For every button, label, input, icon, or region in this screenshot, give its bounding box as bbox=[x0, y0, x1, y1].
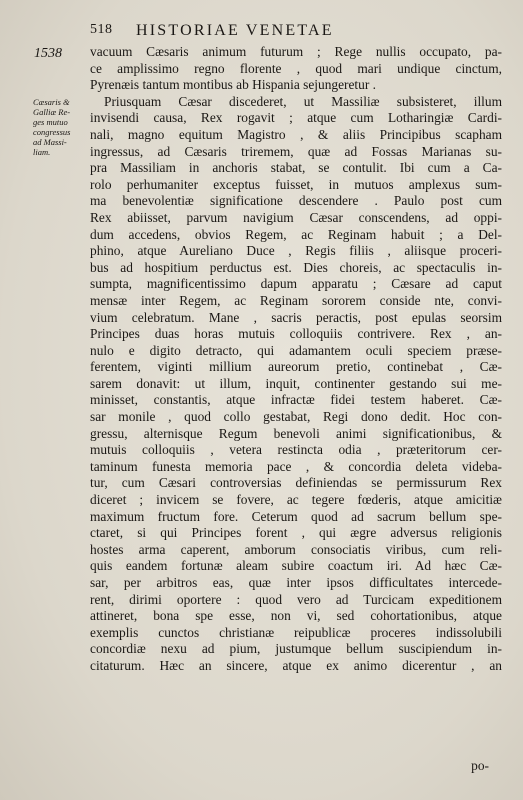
text-line: quis eandem fortunæ aleam subire coactum iri. Ad hæc Cæ- bbox=[90, 558, 502, 574]
text-line: hostes arma caperent, amborum consociatis viribus, cum reli- bbox=[90, 541, 502, 557]
running-title: HISTORIAE VENETAE bbox=[136, 22, 334, 39]
text-line: gressu, alternisque Regum benevoli animi significationibus, & bbox=[90, 425, 502, 441]
page-number: 518 bbox=[90, 22, 113, 37]
text-line: ma benevolentiæ significatione descendere . Paulo post cum bbox=[90, 193, 502, 209]
marginal-note-line: congressus bbox=[33, 127, 71, 137]
text-line: mutuis colloquiis , vetera restincta odia , præteritorum cer- bbox=[90, 442, 502, 458]
text-line: sumpta, magnificentissimo dapum apparatu ; Cæsare ad caput bbox=[90, 276, 502, 292]
marginal-note-line: Galliæ Re- bbox=[33, 107, 71, 117]
text-line: Principes duas horas mutuis colloquiis contrivere. Rex , an- bbox=[90, 326, 502, 342]
text-line: exemplis cunctos christianæ reipublicæ proceres indissolubili bbox=[90, 624, 502, 640]
text-line: ferentem, viginti millium aureorum pretio, continebat , Cæ- bbox=[90, 359, 502, 375]
text-line: attineret, bona spe esse, non vi, sed cohortationibus, atque bbox=[90, 608, 502, 624]
body-text bbox=[90, 44, 502, 675]
marginal-note-line: liam. bbox=[33, 147, 51, 157]
text-line: vacuum Cæsaris animum futurum ; Rege nullis occupato, pa- bbox=[90, 44, 502, 59]
text-line: pra Massiliam in anchoris stabat, se contulit. Ibi cum a Ca- bbox=[90, 160, 502, 176]
text-line: rent, dirimi oportere : quod vero ad Turcicam expeditionem bbox=[90, 591, 502, 607]
text-line: Priusquam Cæsar discederet, ut Massiliæ subsisteret, illum bbox=[104, 93, 502, 109]
text-line: diceret ; invicem se fovere, ac tegere fœderis, atque amicitiæ bbox=[90, 492, 502, 508]
catchword: po- bbox=[471, 758, 489, 773]
text-line: sarem donavit: ut illum, inquit, continenter gestando sui me- bbox=[90, 375, 502, 391]
text-line: maximum fructum fore. Ceterum quod ad sacrum bellum spe- bbox=[90, 508, 502, 524]
marginal-note-line: ad Massi- bbox=[33, 137, 67, 147]
text-line: nulo e digito detracto, qui adamantem oculi speciem præse- bbox=[90, 342, 502, 358]
text-line: dum accedens, obvios Regem, ac Reginam habuit ; a Del- bbox=[90, 226, 502, 242]
text-line: nali, magno equitum Magistro , & aliis Principibus scapham bbox=[90, 126, 502, 142]
text-line: Pyrenæis tantum montibus ab Hispania sejungeretur . bbox=[90, 77, 376, 93]
text-line: vium celebratum. Mane , sacris peractis, post epulas seorsim bbox=[90, 309, 502, 325]
marginal-note-line: ges mutuo bbox=[33, 117, 68, 127]
text-line: Rex abiisset, parvum navigium Cæsar conscendens, ad oppi- bbox=[90, 209, 502, 225]
text-line: sar monile , quod collo gestabat, Regi dono dedit. Hoc con- bbox=[90, 409, 502, 425]
text-line: rolo perhumaniter exceptus fuisset, in mutuos amplexus sum- bbox=[90, 176, 502, 192]
text-line: sar, per arbitros eas, quæ inter ipsos difficultates intercede- bbox=[90, 575, 502, 590]
text-line: ce amplissimo regno florente , quod mari undique cinctum, bbox=[90, 60, 502, 76]
text-line: minisset, constantis, atque infractæ fidei testem haberet. Cæ- bbox=[90, 392, 502, 408]
text-line: mensæ inter Regem, ac Reginam sororem conside nte, convi- bbox=[90, 292, 502, 308]
text-line: phino, atque Aureliano Duce , Regis filiis , aliisque proceri- bbox=[90, 243, 502, 259]
margin-year: 1538 bbox=[34, 46, 62, 61]
page-header bbox=[90, 22, 500, 44]
text-line: ctaret, si qui Principes forent , qui ægre adversus religionis bbox=[90, 525, 502, 541]
text-line: concordiæ nexu ad pium, justumque bellum suscipiendum in- bbox=[90, 641, 502, 657]
text-line: citaturum. Hæc an sincere, atque ex animo dicerentur , an bbox=[90, 657, 502, 673]
text-line: invisendi causa, Rex rogavit ; atque cum Lotharingiæ Cardi- bbox=[90, 110, 502, 126]
text-line: ingressus, ad Cæsaris triremem, quæ ad Fossas Marianas su- bbox=[90, 143, 502, 159]
text-line: tur, cum Cæsari controversias definiendas se permissurum Rex bbox=[90, 475, 502, 491]
text-line: bus ad hospitium perductus est. Dies choreis, ac spectaculis in- bbox=[90, 259, 502, 275]
marginal-note-line: Cæsaris & bbox=[33, 97, 70, 107]
text-line: taminum funesta memoria pace , & concordia deleta videba- bbox=[90, 458, 502, 474]
marginal-note bbox=[33, 97, 91, 157]
